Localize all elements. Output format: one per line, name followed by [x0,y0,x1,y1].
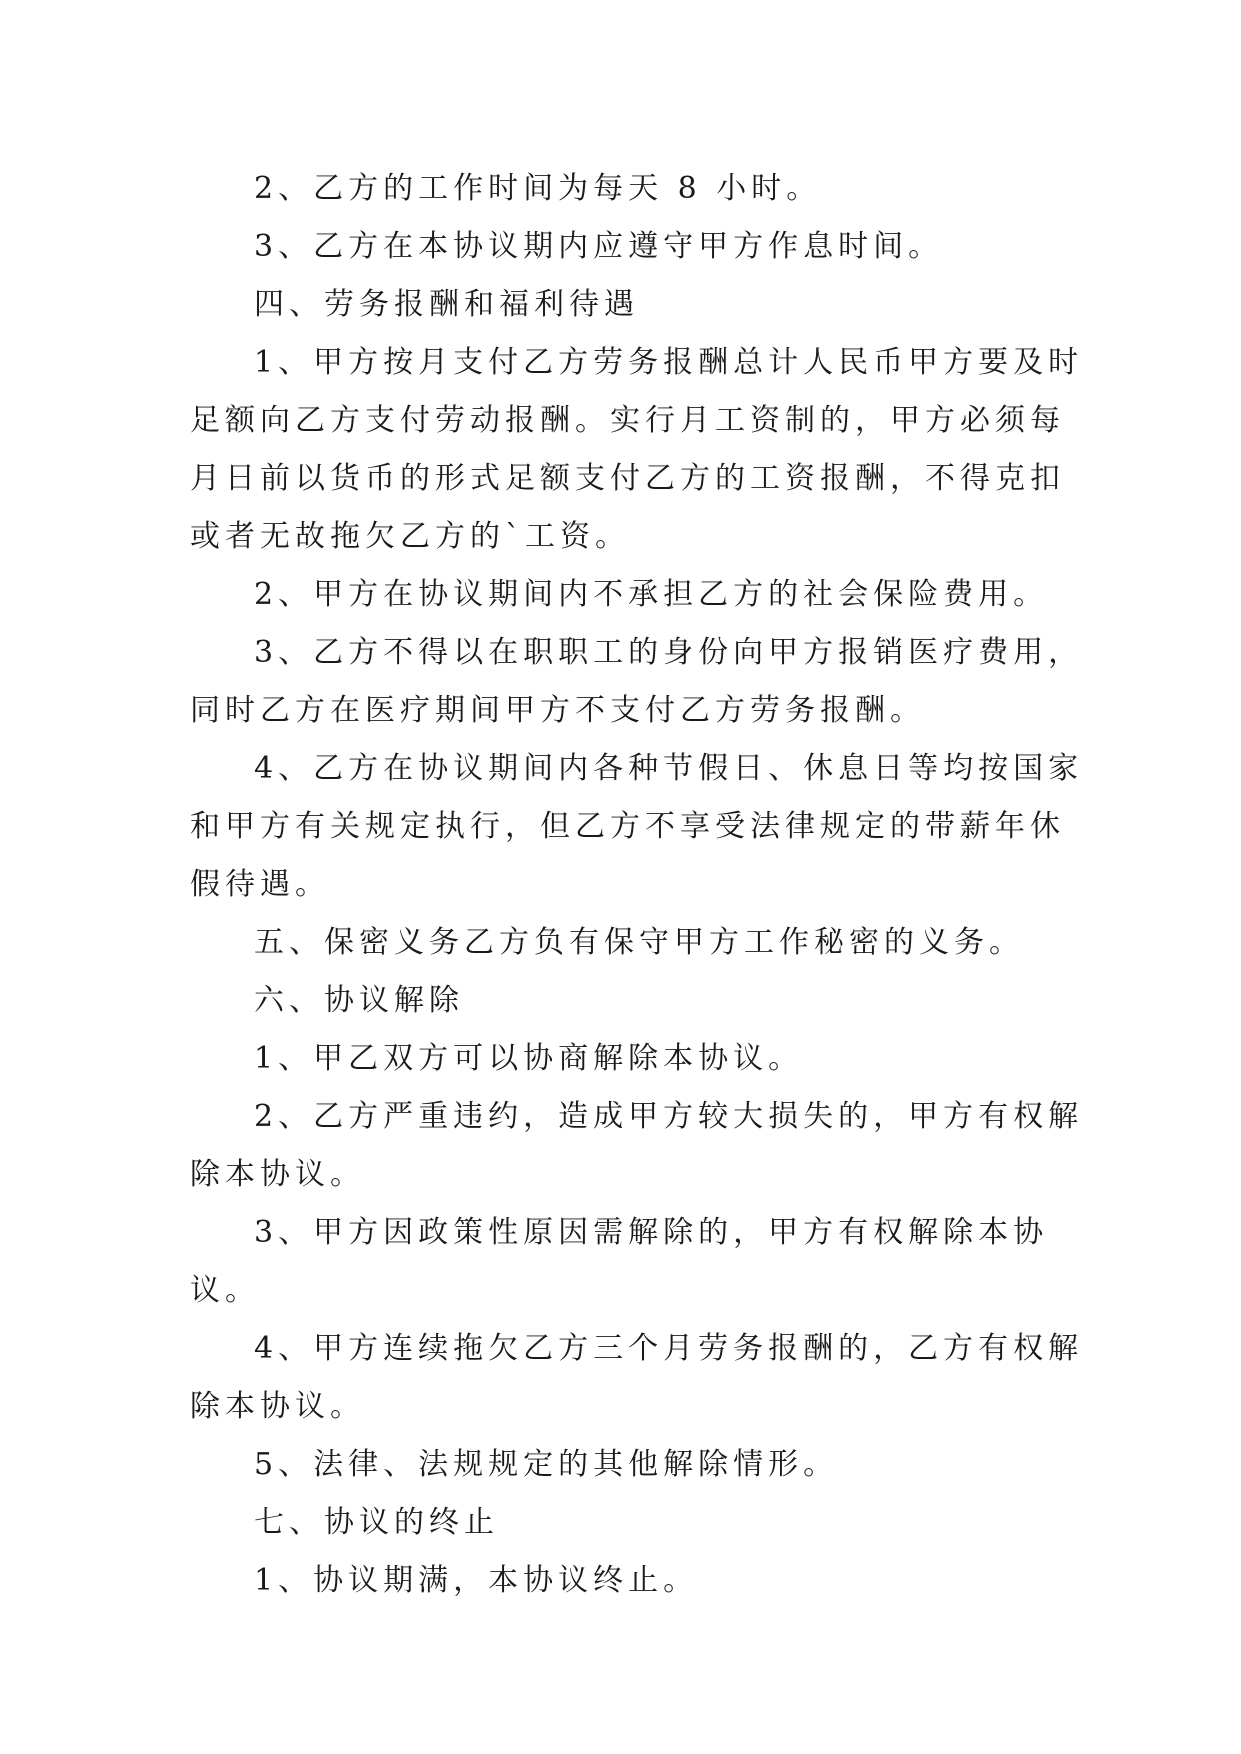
paragraph-legal-termination: 5、法律、法规规定的其他解除情形。 [254,1447,839,1482]
paragraph-breach-termination: 2、乙方严重违约，造成甲方较大损失的，甲方有权解除本协议。 [190,1099,1084,1192]
section-heading-remuneration: 四、劳务报酬和福利待遇 [254,287,639,322]
paragraph-policy-termination: 3、甲方因政策性原因需解除的，甲方有权解除本协议。 [190,1215,1049,1308]
paragraph-holidays: 4、乙方在协议期间内各种节假日、休息日等均按国家和甲方有关规定执行，但乙方不享受法律规定的带薪年休假待遇。 [190,751,1084,902]
paragraph-work-hours: 2、乙方的工作时间为每天 8 小时。 [254,171,822,206]
paragraph-expiry: 1、协议期满，本协议终止。 [254,1563,699,1598]
paragraph-arrears-termination: 4、甲方连续拖欠乙方三个月劳务报酬的，乙方有权解除本协议。 [190,1331,1084,1424]
paragraph-medical-expenses: 3、乙方不得以在职职工的身份向甲方报销医疗费用，同时乙方在医疗期间甲方不支付乙方劳务报酬。 [190,635,1084,728]
section-heading-confidentiality: 五、保密义务乙方负有保守甲方工作秘密的义务。 [254,925,1024,960]
document-body [190,160,1090,1610]
paragraph-rest-schedule: 3、乙方在本协议期内应遵守甲方作息时间。 [254,229,944,264]
section-heading-termination: 六、协议解除 [254,983,464,1018]
section-heading-expiry: 七、协议的终止 [254,1505,499,1540]
paragraph-social-insurance: 2、甲方在协议期间内不承担乙方的社会保险费用。 [254,577,1049,612]
paragraph-monthly-payment: 1、甲方按月支付乙方劳务报酬总计人民币甲方要及时足额向乙方支付劳动报酬。实行月工资制的，甲方必须每月日前以货币的形式足额支付乙方的工资报酬，不得克扣或者无故拖欠乙方的`工资。 [190,345,1084,554]
paragraph-mutual-termination: 1、甲乙双方可以协商解除本协议。 [254,1041,804,1076]
